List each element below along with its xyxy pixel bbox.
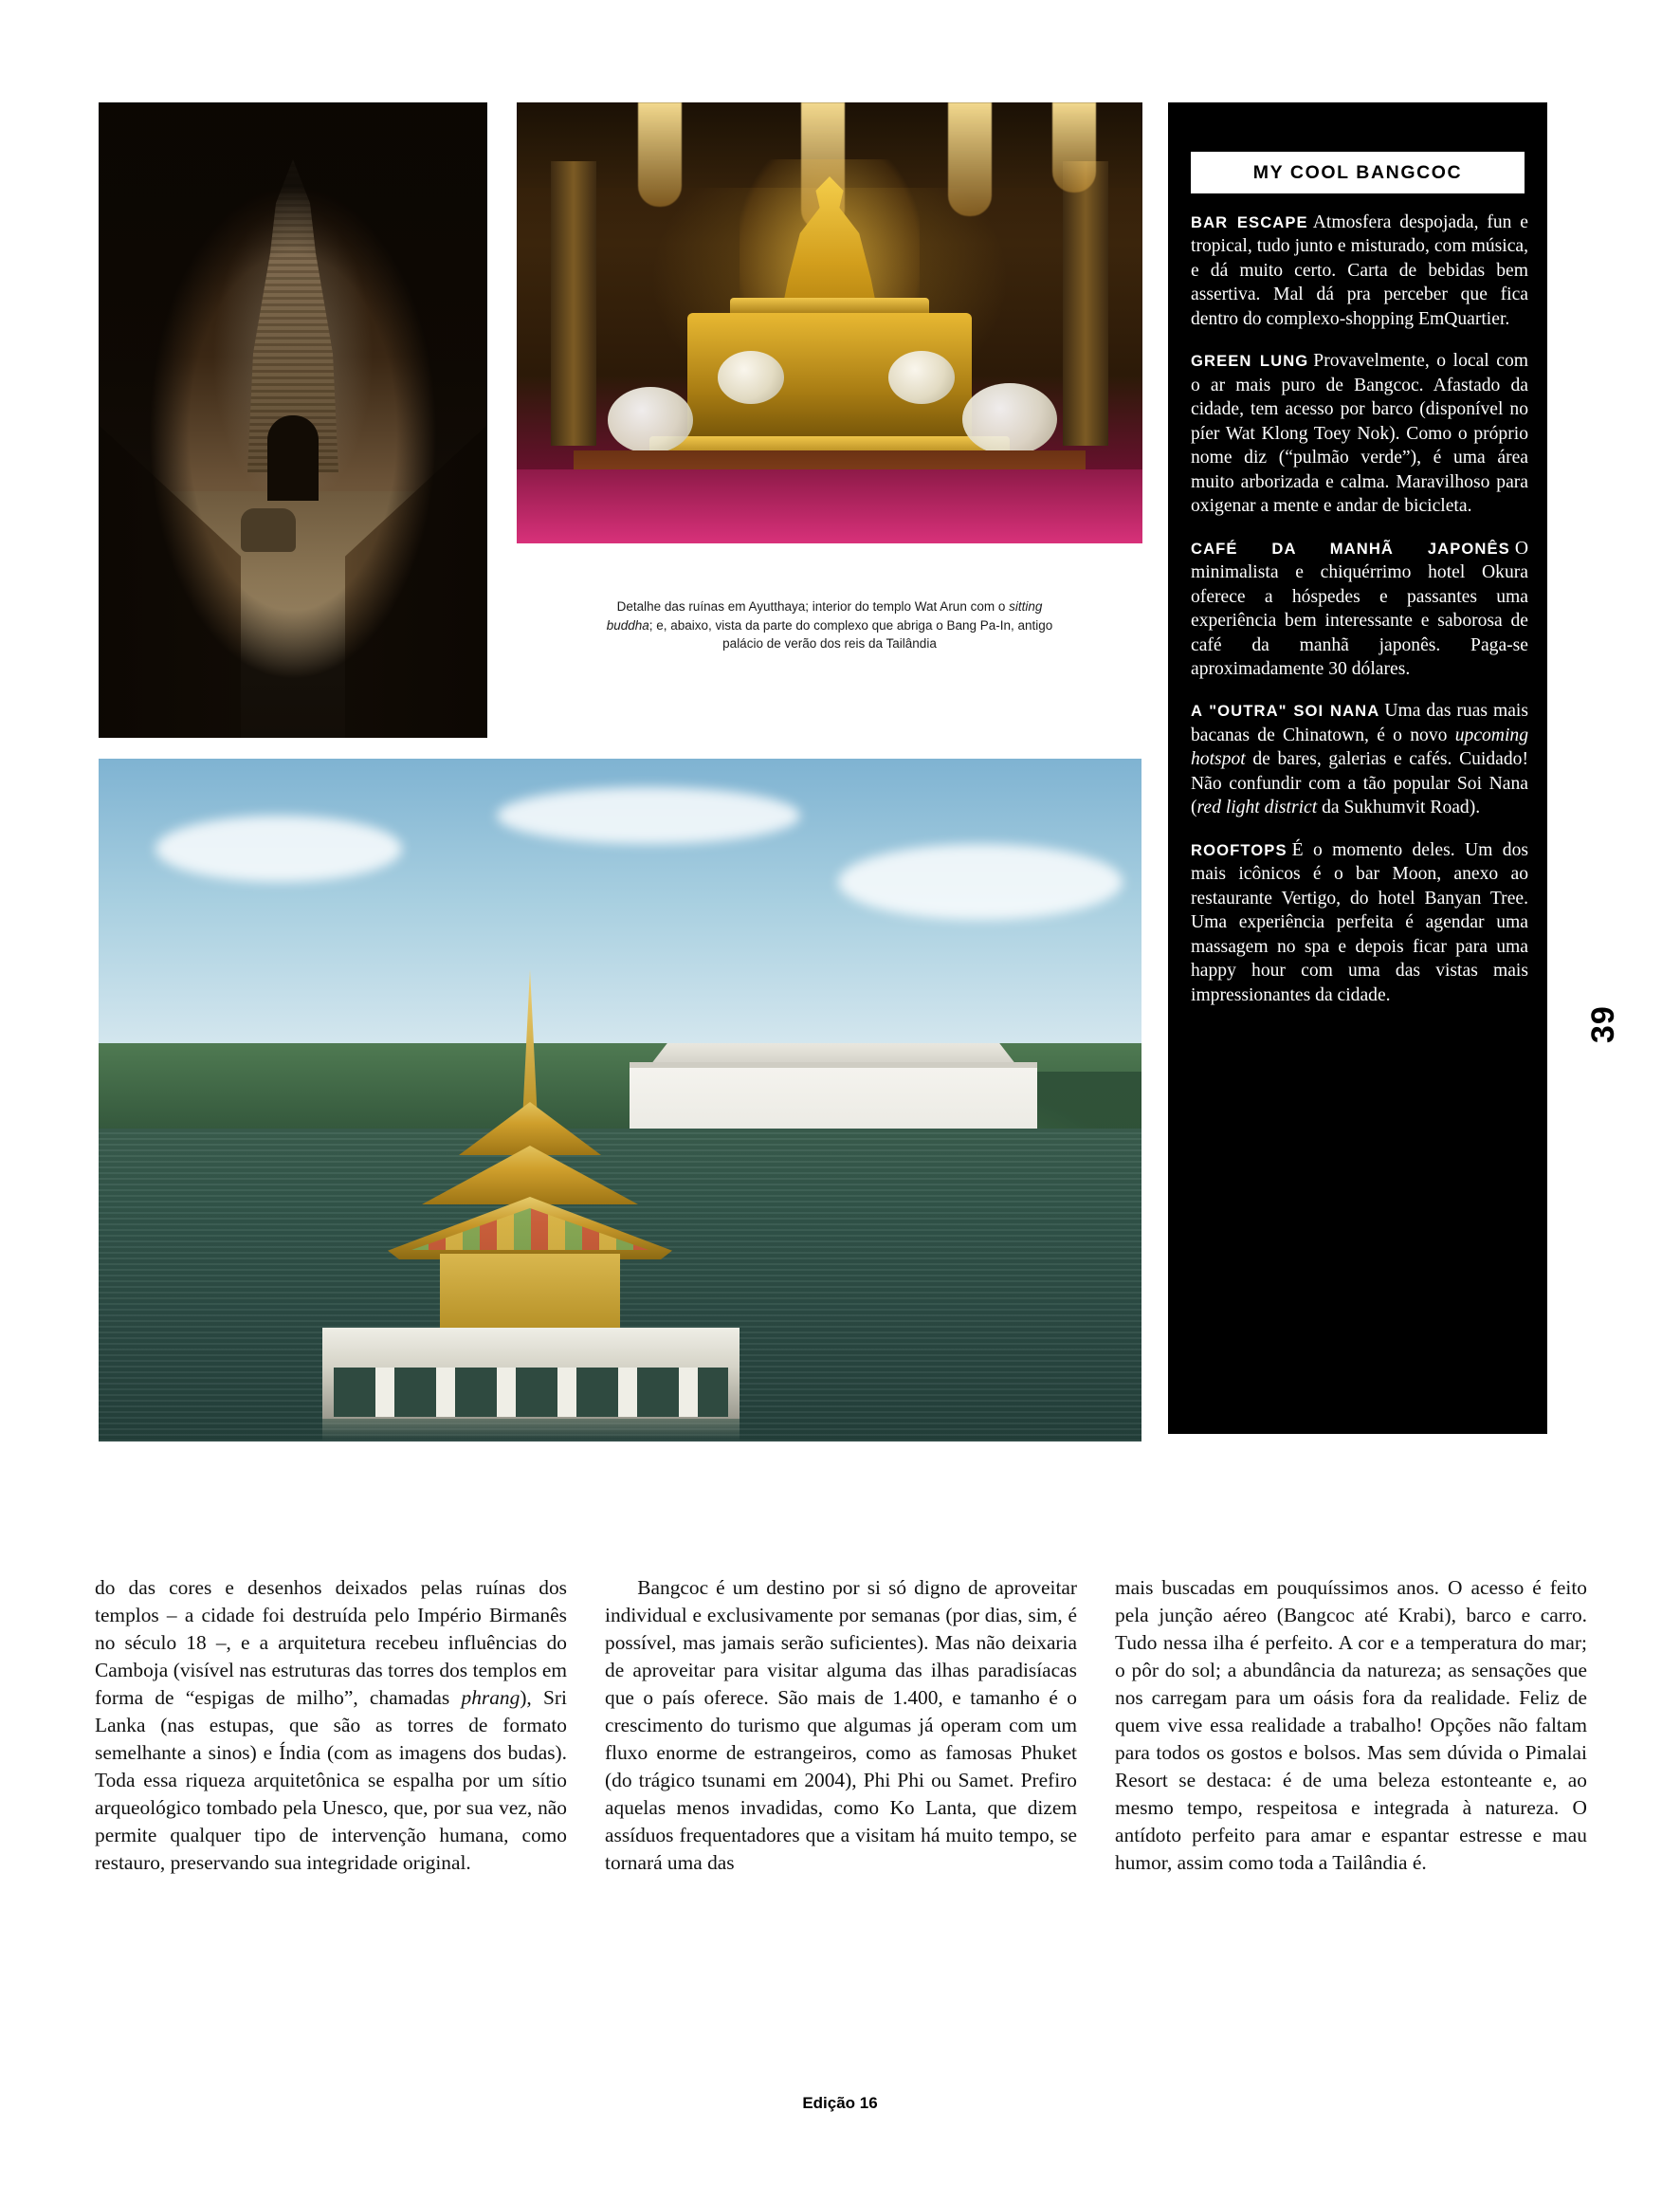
sidebar-entry-a-outra-soi-nana [1191,699,1528,819]
sidebar-title-box [1191,152,1525,193]
body-column-1 [95,1574,567,2048]
photo-pillar-right [1063,161,1108,446]
photo-pavilion [383,969,677,1339]
footer-edition: Edição 16 [802,2094,878,2112]
sidebar-entry-list [1191,211,1528,1025]
entry-text: O minimalista e chiquérrimo hotel Okura oferece a hóspedes e passantes uma experiência bem interessante e saborosa de café da manhã japonês. Paga-se aproximadamente 30 dólares. [1191,538,1528,679]
entry-text: Provavelmente, o local com o ar mais puro de Bangcoc. Afastado da cidade, tem acesso por barco (disponível no píer Wat Klong Toey Nok). Como o próprio nome diz (“pulmão verde”), é uma área muito arborizada e calma. Maravilhoso para oxigenar a mente e andar de bicicleta. [1191,351,1528,517]
caption-italic-1: sitting [1009,599,1043,614]
col1-italic-phrang: phrang [461,1686,520,1709]
caption-line-4: palácio de verão dos reis da Tailândia [722,636,937,652]
photo-flowers [888,351,955,404]
entry-heading: CAFÉ DA MANHÃ JAPONÊS [1191,539,1510,558]
photo-floor [517,469,1142,543]
photo-chandelier [638,102,682,207]
entry-heading: BAR ESCAPE [1191,213,1308,231]
entry-text: Atmosfera despojada, fun e tropical, tudo junto e misturado, com música, e dá muito certo. Carta de bebidas bem assertiva. Mal dá pra perceber que fica dentro do complexo-shopping EmQuartier. [1191,212,1528,329]
sidebar-entry-green-lung [1191,349,1528,518]
entry-italic-red-light-district: red light district [1196,798,1318,818]
photo-flowers [718,351,784,404]
entry-heading: GREEN LUNG [1191,352,1309,371]
bang-pa-in-palace-photo [99,759,1141,1441]
photo-arch-frame [99,102,487,738]
wat-arun-interior-photo [517,102,1142,543]
photo-roof-tier [422,1146,638,1204]
caption-italic-2: buddha [606,617,649,633]
caption-line-3: ; e, abaixo, vista da parte do complexo que abriga o Bang Pa-In, antigo [648,617,1053,633]
photo-chandelier [948,102,992,216]
article-body [95,1574,1587,2048]
photo-flowers [608,387,693,453]
body-column-2 [605,1574,1077,2048]
entry-heading: A "OUTRA" SOI NANA [1191,702,1380,721]
col1-part-2: ), Sri Lanka (nas estupas, que são as torres de formato semelhante a sinos) e Índia (com as imagens dos budas). Toda essa riqueza arquitetônica se espalha por um sítio arqueológico tombado pela Unesco, que, por sua vez, não permite qualquer tipo de intervenção humana, como restauro, preservando sua integridade original. [95,1686,567,1874]
ruins-ayutthaya-photo [99,102,487,738]
entry-text: É o momento deles. Um dos mais icônicos é o bar Moon, anexo ao restaurante Vertigo, do hotel Banyan Tree. Uma experiência perfeita é agendar uma massagem no spa e depois ficar para uma happy hour com uma das vistas mais impressionantes da cidade. [1191,839,1528,1005]
photo-cloud [838,844,1123,920]
entry-text-after: da Sukhumvit Road). [1317,798,1481,818]
col1-part-1: do das cores e desenhos deixados pelas ruínas dos templos – a cidade foi destruída pelo Império Birmanês no século 18 –, e a arquitetura recebeu influências do Camboja (visível nas estruturas das torres dos templos em forma de “espigas de milho”, chamadas [95,1576,567,1709]
paragraph [95,1574,567,1877]
paragraph: Bangcoc é um destino por si só digno de aproveitar individual e exclusivamente por semanas (por dias, sim, é possível, mas jamais serão suficientes). Mas não deixaria de aproveitar para visitar alguma das ilhas paradisíacas que o país oferece. São mais de 1.400, e tamanho é o crescimento do turismo que algumas já operam com um fluxo enorme de estrangeiros, como as famosas Phuket (do trágico tsunami em 2004), Phi Phi ou Samet. Prefiro aquelas menos invadidas, como Ko Lanta, que dizem assíduos frequentadores que a visitam há muito tempo, se tornará uma das [605,1576,1077,1874]
photo-reflection [322,1419,740,1441]
body-column-3 [1115,1574,1587,2048]
entry-text-before: Uma das ruas mais bacanas de Chinatown, é o novo [1191,701,1528,745]
photo-pillar-left [551,161,596,446]
sidebar-entry-bar-escape [1191,211,1528,331]
sidebar-entry-cafe-da-manha-japones [1191,537,1528,682]
photo-spire [522,969,538,1121]
page-number: 39 [1585,1005,1621,1043]
paragraph: mais buscadas em pouquíssimos anos. O acesso é feito pela junção aéreo (Bangcoc até Krabi), barco e carro. Tudo nessa ilha é perfeito. A cor e a temperatura do mar; o pôr do sol; a abundância da natureza; as sensações que nos carregam para um oásis fora da realidade. Feliz de quem vive essa realidade a trabalho! Opções não faltam para todos os gostos e bolsos. Mas sem dúvida o Pimalai Resort se destaca: é de uma beleza estonteante e, ao mesmo tempo, respeitosa e integrada à natureza. O antídoto perfeito para amar e espantar estresse e mau humor, assim como toda a Tailândia é. [1115,1576,1587,1874]
entry-text-mid: de bares, galerias e cafés. Cuidado! Não confundir com a tão popular Soi Nana ( [1191,749,1528,818]
sidebar-entry-rooftops [1191,838,1528,1007]
entry-italic-upcoming-hotspot: upcoming hotspot [1191,725,1528,770]
photo-chandelier [1052,102,1096,193]
photo-flowers [962,383,1057,455]
sidebar-title: MY COOL BANGCOC [1252,161,1463,183]
photo-platform-arches [334,1368,728,1417]
photo-caption [588,597,1071,653]
photo-cloud [497,787,800,844]
photo-cloud [155,816,402,882]
entry-heading: ROOFTOPS [1191,840,1287,859]
caption-line-1: Detalhe das ruínas em Ayutthaya; interior do templo Wat Arun com o [616,599,1010,614]
